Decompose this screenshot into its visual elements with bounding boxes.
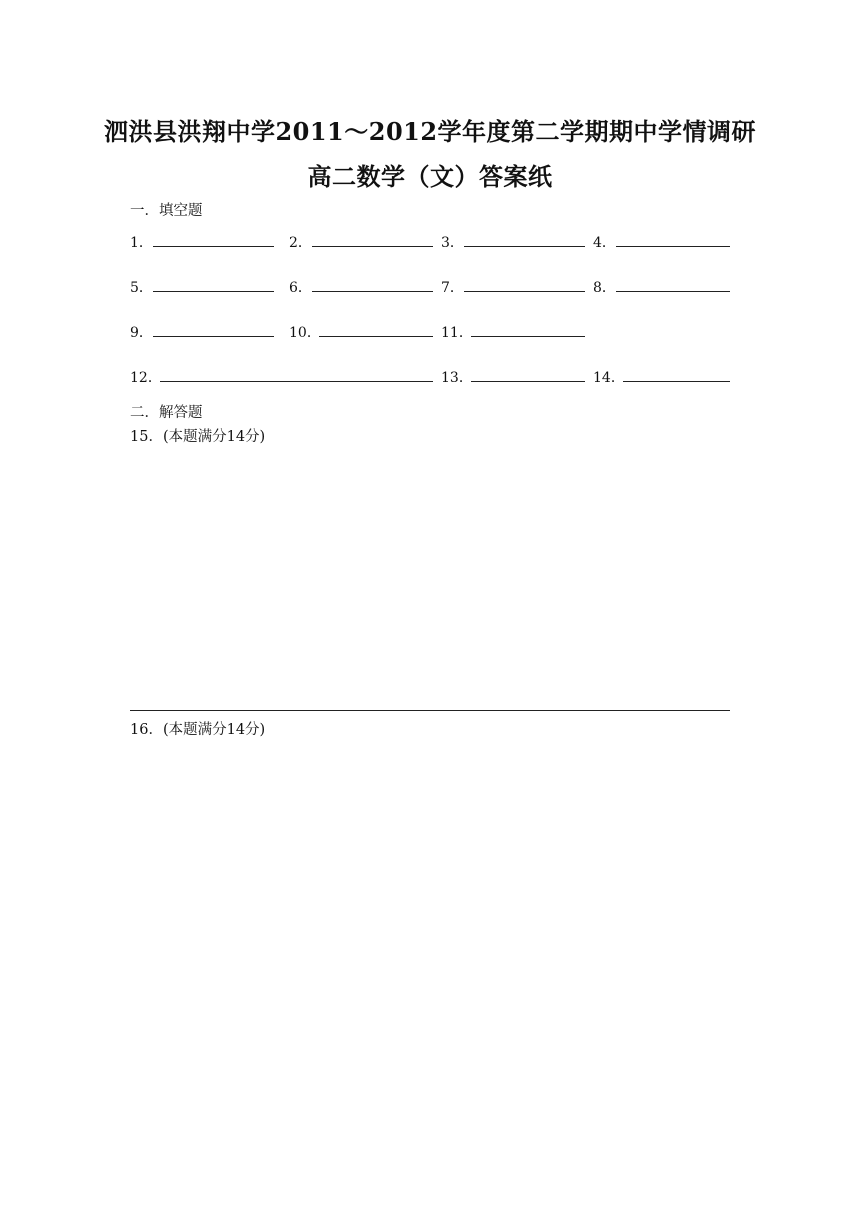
answer-blank-8[interactable] (616, 291, 730, 292)
item-1-label: 1． (130, 235, 153, 251)
answer-blank-10[interactable] (319, 336, 433, 337)
question-15-label: 15．(本题满分14分) (130, 429, 266, 445)
answer-blank-1[interactable] (153, 246, 274, 247)
item-13-label: 13． (441, 370, 473, 386)
answer-sheet-title: 高二数学（文）答案纸 (307, 162, 553, 191)
answer-area-16[interactable] (130, 740, 730, 1180)
item-11-label: 11． (441, 325, 473, 341)
section-fill-in-heading: 一．填空题 (130, 203, 203, 219)
exam-title: 泗洪县洪翔中学2011～2012学年度第二学期期中学情调研 (103, 117, 757, 146)
item-14-label: 14． (593, 370, 625, 386)
item-7-label: 7． (441, 280, 464, 296)
answer-blank-14[interactable] (623, 381, 730, 382)
answer-blank-5[interactable] (153, 291, 274, 292)
answer-blank-7[interactable] (464, 291, 585, 292)
item-6-label: 6． (289, 280, 312, 296)
answer-blank-11[interactable] (471, 336, 585, 337)
item-2-label: 2． (289, 235, 312, 251)
item-8-label: 8． (593, 280, 616, 296)
item-9-label: 9． (130, 325, 153, 341)
answer-blank-9[interactable] (153, 336, 274, 337)
section-solution-heading: 二．解答题 (130, 405, 203, 421)
answer-blank-13[interactable] (471, 381, 585, 382)
answer-blank-6[interactable] (312, 291, 433, 292)
item-3-label: 3． (441, 235, 464, 251)
answer-blank-3[interactable] (464, 246, 585, 247)
section-divider (130, 710, 730, 711)
answer-blank-4[interactable] (616, 246, 730, 247)
answer-area-15[interactable] (130, 445, 730, 705)
answer-blank-2[interactable] (312, 246, 433, 247)
item-5-label: 5． (130, 280, 153, 296)
question-16-label: 16．(本题满分14分) (130, 722, 266, 738)
answer-blank-12[interactable] (160, 381, 433, 382)
item-10-label: 10． (289, 325, 321, 341)
item-12-label: 12． (130, 370, 162, 386)
item-4-label: 4． (593, 235, 616, 251)
